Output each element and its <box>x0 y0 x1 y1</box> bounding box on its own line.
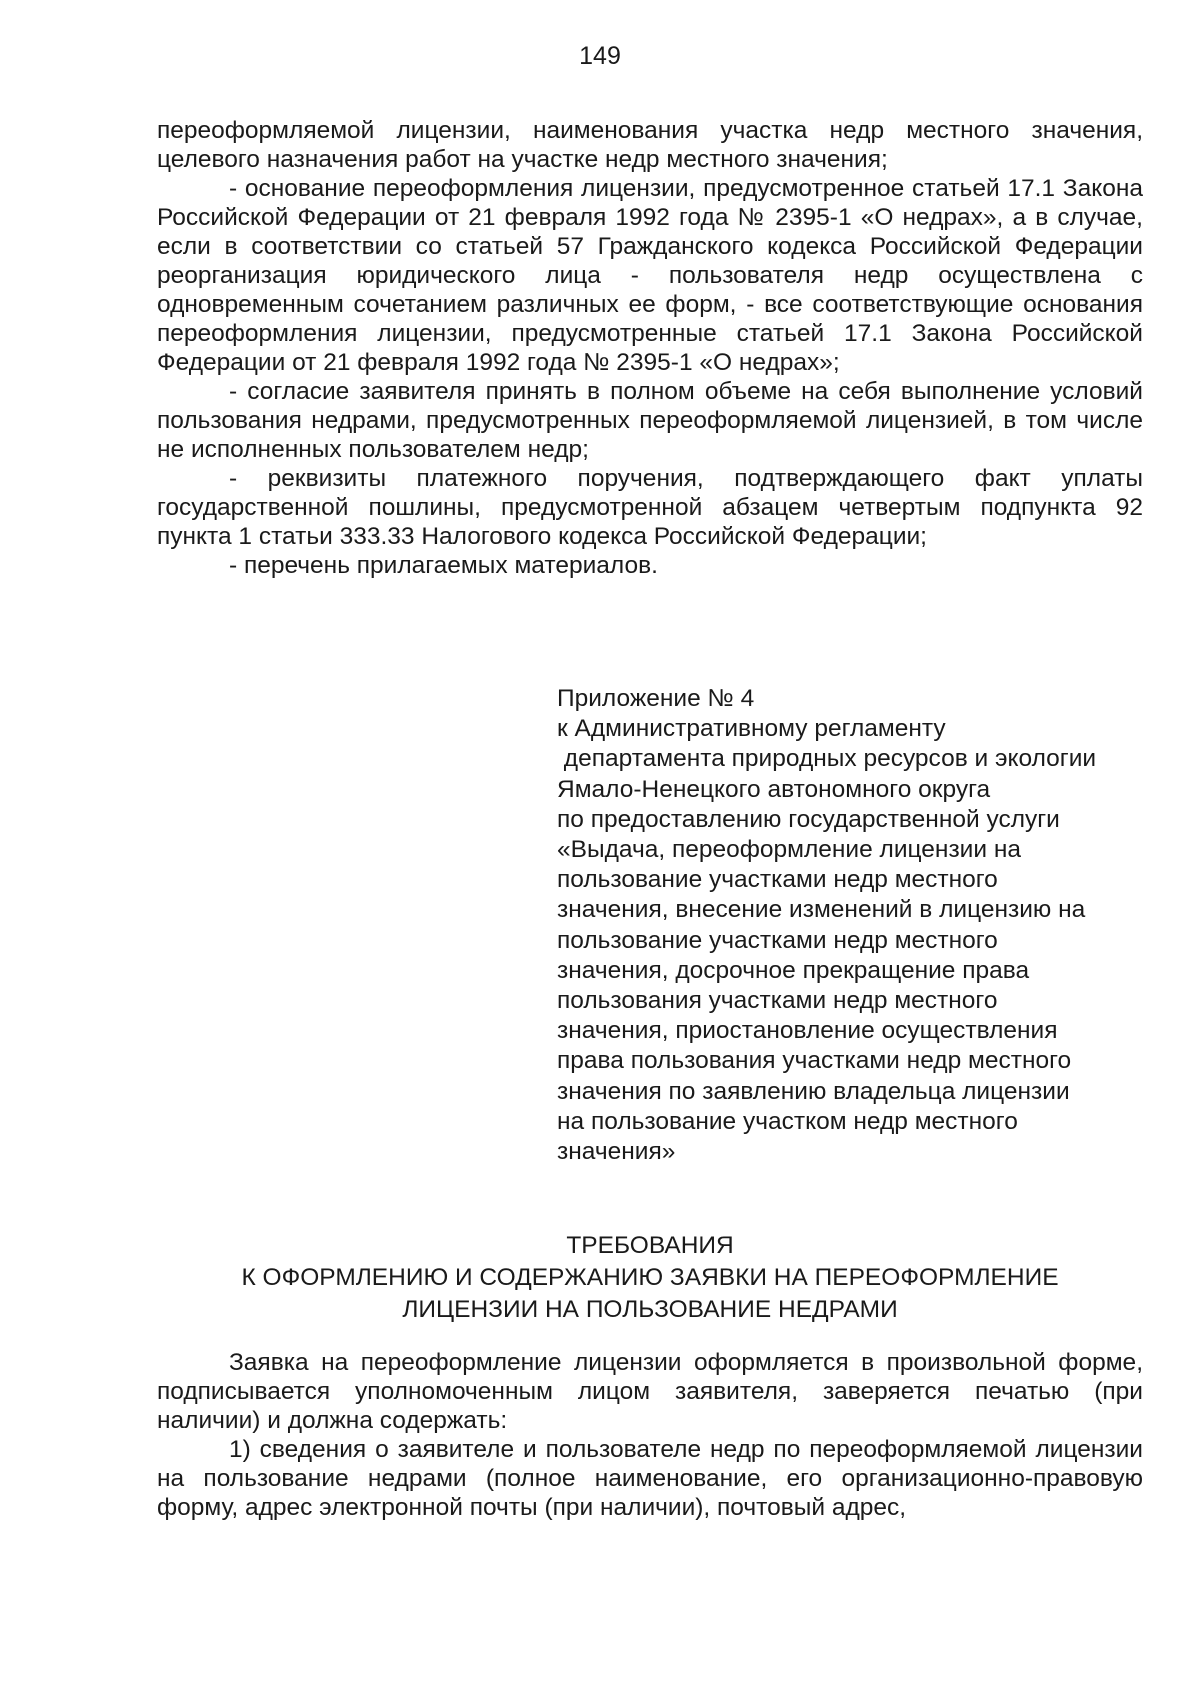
appendix-line: по предоставлению государственной услуги <box>557 805 1060 833</box>
heading-line: ТРЕБОВАНИЯ <box>566 1232 734 1259</box>
appendix-line: Ямало-Ненецкого автономного округа <box>557 775 991 803</box>
heading-line: К ОФОРМЛЕНИЮ И СОДЕРЖАНИЮ ЗАЯВКИ НА ПЕРЕОФОРМЛЕНИЕ <box>241 1264 1059 1291</box>
appendix-line: значения, внесение изменений в лицензию на <box>557 896 1086 924</box>
paragraph: - перечень прилагаемых материалов. <box>229 552 658 579</box>
appendix-line: «Выдача, переоформление лицензии на <box>557 836 1022 864</box>
appendix-line: значения» <box>557 1138 676 1166</box>
paragraph: переоформляемой лицензии, наименования участка недр местного значения, целевого назначения работ на участке недр местного значения; <box>157 117 1143 173</box>
paragraph: Заявка на переоформление лицензии оформляется в произвольной форме, подписывается уполномоченным лицом заявителя, заверяется печатью (при наличии) и должна содержать: <box>157 1349 1143 1434</box>
appendix-line: значения, приостановление осуществления <box>557 1017 1058 1045</box>
appendix-line: значения, досрочное прекращение права <box>557 956 1030 984</box>
appendix-line: пользование участками недр местного <box>557 866 998 894</box>
top-text-block <box>157 116 1143 580</box>
paragraph: - согласие заявителя принять в полном объеме на себя выполнение условий пользования недрами, предусмотренных переоформляемой лицензией, в том числе не исполненных пользователем недр; <box>157 378 1143 463</box>
appendix-line: Приложение № 4 <box>557 685 755 712</box>
appendix-line: пользования участками недр местного <box>557 987 998 1015</box>
appendix-line: на пользование участком недр местного <box>557 1107 1018 1135</box>
appendix-caption <box>557 684 1157 1167</box>
heading-line: ЛИЦЕНЗИИ НА ПОЛЬЗОВАНИЕ НЕДРАМИ <box>402 1296 898 1323</box>
bottom-text-block <box>157 1348 1143 1522</box>
paragraph: - реквизиты платежного поручения, подтверждающего факт уплаты государственной пошлины, предусмотренной абзацем четвертым подпункта 92 пункта 1 статьи 333.33 Налогового кодекса Российской Федерации; <box>157 465 1143 550</box>
paragraph: 1) сведения о заявителе и пользователе недр по переоформляемой лицензии на пользование недрами (полное наименование, его организационно-правовую форму, адрес электронной почты (при наличии), почтовый адрес, <box>157 1436 1143 1521</box>
page-number: 149 <box>579 42 621 70</box>
appendix-line: пользование участками недр местного <box>557 926 998 954</box>
paragraph: - основание переоформления лицензии, предусмотренное статьей 17.1 Закона Российской Федерации от 21 февраля 1992 года № 2395-1 «О недрах», а в случае, если в соответствии со статьей 57 Гражданского кодекса Российской Федерации реорганизация юридического лица - пользователя недр осуществлена с одновременным сочетанием различных ее форм, - все соответствующие основания переоформления лицензии, предусмотренные статьей 17.1 Закона Российской Федерации от 21 февраля 1992 года № 2395-1 «О недрах»; <box>157 175 1143 376</box>
appendix-line: к Административному регламенту <box>557 715 946 743</box>
appendix-line: департамента природных ресурсов и экологии <box>557 745 1097 773</box>
section-heading <box>157 1230 1143 1326</box>
appendix-line: права пользования участками недр местного <box>557 1047 1072 1075</box>
appendix-line: значения по заявлению владельца лицензии <box>557 1077 1070 1105</box>
